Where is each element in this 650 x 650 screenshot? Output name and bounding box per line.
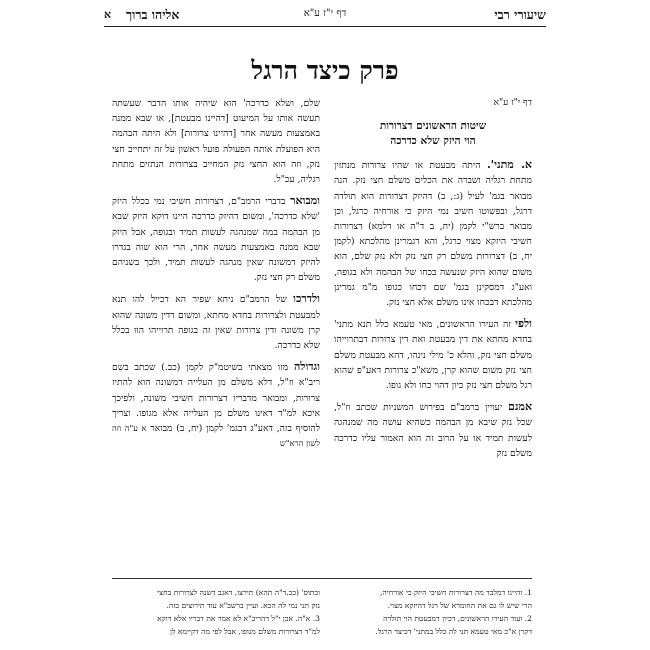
- paragraph-text: שלם, ושלא כדרכה' הוא שיהיה אותו הדבר שעשתה תעשה אותו על המיעוט [דהיינו מבעטת], או שבא ממנה באמצעות מעשה אחר [דהיינו צרורות] ולא היתה הבהמה היא הפועלת אותה הפעולה פועל ראשון על זה יתחייב חצי נזק, וזה הוא החצי נזק המחייב בצרורות הנתזים מתחת רגליה, עכ"ל.: [112, 98, 320, 186]
- paragraph: [334, 316, 532, 393]
- footnotes-left: [112, 586, 320, 638]
- chapter-title: פרק כיצד הרגל: [251, 56, 399, 85]
- section-heading: [334, 119, 532, 149]
- footnotes: [112, 578, 532, 636]
- paragraph-lead-word: א. מתני'.: [486, 158, 532, 172]
- paragraph-text: היתה מבעטת או שהיו צרורות מנתזין מתחת רגליה ושברה את הכלים משלם חצי נזק. הנה מבואר בגמ' לעיל (ג:, ב) דהיזק דצרורות הוא תולדה דרגל, ובפשוטו חשיב נמי היזק כי אורחיה כרגל, וכן מבואר ברש"י לקמן (יח, ב ד"ה או דלמא) דצרורות חשיבי היזקא מצוי כרגל, והא דגמרינן מהלכתא (לקמן יח, ב) דצרורות משלם רק חצי נזק ולא נזק שלם, הוא משום שהוא היזק שנעשה בכחו של הבהמה ולא בגופה, ואע"ג דמסקינן בגמ' שם דכחו כגופו מ"מ גמרינן מהלכתא דבכחו אינו משלם אלא חצי נזק.: [334, 160, 532, 309]
- right-column: [334, 96, 532, 467]
- left-column: [112, 96, 320, 457]
- paragraph-lead-word: אמנם: [507, 400, 533, 414]
- folio-number: א: [104, 8, 112, 21]
- paragraph-lead-word: ולדרכו: [293, 292, 321, 306]
- section-heading-line-1: שיטות הראשונים דצרורות: [379, 120, 487, 133]
- paragraph: [334, 399, 532, 461]
- footnote-line: 3. א"ה. אכן י"ל דהריב"א לא אמר את דבריו אלא דוקא: [157, 614, 320, 623]
- footnote-line: נזק תני נמי לה הכא. ועיין ברשב"א עוד תירוצים בזה.: [166, 601, 320, 610]
- paragraph-text: בדברי הרמב"ם, דצרורות חשיבי נמי בכלל היזק 'שלא כדרכה', ומשום דהיזק כדרכה היינו דוקא היזק שבא מן הבהמה במה שמנהגה לעשות תמיד ובגופה, אבל היזק שבא ממנה באמצעות מעשה אחר, הרי הוא שוה בגדרו להיזק דמשונה שאין מנהגה לעשות תמיד, ולכך בשניהם משלם רק חצי נזק.: [112, 196, 320, 284]
- paragraph-text: של הרמב"ם ניחא שפיר הא דכייל להו תנא למבעטת ולצרורות בחדא מחתא, ומשום דדין משונה שהוא קרן משונה ודין צרורות שאין זה בגופה תרוייהו הוו בכלל שלא כדרכה.: [112, 294, 320, 352]
- footnote-line: הרי שיש לו גם את החומרא של רגל דהיזקא מצוי.: [387, 601, 532, 610]
- paragraph-text: יעויין ברמב"ם בפירוש המשניות שכתב וז"ל, שכל נזק שיבא מן הבהמה כשהיא עושה מה שמנהגה לעשות תמיד או על הרוב זה הוא האמור עליו כדרכה משלם נזק: [334, 402, 532, 459]
- paragraph: [112, 96, 320, 187]
- inline-gloss: א ע"ה וזה לשון הרא"ש: [112, 423, 320, 449]
- paragraph: [112, 359, 320, 451]
- footnote-line: ובתוס' (כב.ד"ה תהא) תירצו, דאגב דשנה לצרורות בחצי: [157, 588, 320, 597]
- book-title: שיעורי רבי: [494, 7, 546, 22]
- paragraph-text: זה העירו הראשונים, מאי טעמא כלל תנא מתני' בחדא מחתא את דין מבעטת ואת דין צרורות דבתרוייהו משלם חצי נזק, והלא כ' מילי נינהו, דהא מבעטת משלם חצי נזק משום שהוא קרן, משא"כ צרורות דאע"פ שהוא רגל משלם חצי נזק כיון דהוי כחו ולא גופו.: [334, 319, 532, 392]
- daf-marker: דף י"ז ע"א: [493, 98, 532, 108]
- paragraph-text: מזו מצאתי בשיטמ"ק לקמן (כב.) שכתב בשם ריב"א וז"ל, דלא משלם מן העלייה דמשונה הוא להתיז צרורות, ומבואר מדבריו דצרורות חשיבי משונה, ולפיכך איכא למ"ד דאינו משלם מן העלייה אלא מגופו. וצריך להוסיף בזה, דאע"ג דבגמ' לקמן (יח, ב) מבואר: [112, 362, 321, 435]
- footnote-line: דקרן א"כ מאי טעמא תני לה כלל במתני' דכיצד הרגל.: [375, 627, 532, 636]
- section-heading-line-2: הוי היזק שלא כדרכה: [390, 135, 476, 148]
- paragraph-lead-word: וגדולה: [293, 360, 320, 374]
- paragraph-lead-word: ולפי: [515, 317, 532, 331]
- footnote-line: למ"ד דצרורות משלם מגופו, אבל לפי מה דקיימא לן: [170, 627, 320, 636]
- paragraph-lead-word: ומבואר: [290, 194, 320, 208]
- daf-reference: דף י"ז ע"א: [303, 8, 347, 19]
- paragraph: [112, 193, 320, 285]
- running-header: [104, 4, 546, 27]
- footnotes-right: [334, 586, 532, 638]
- paragraph: [334, 157, 532, 310]
- footnote-line: 1. והיינו דמלבד מה דצרורות חשיבי היזק כי אורחיה,: [379, 588, 532, 597]
- paragraph: [112, 291, 320, 353]
- author-name: אליהו ברוך: [126, 7, 180, 22]
- footnote-line: 2. ועוד העירו הראשונים, דכיון דמבעטת הוי תולדה: [383, 614, 532, 623]
